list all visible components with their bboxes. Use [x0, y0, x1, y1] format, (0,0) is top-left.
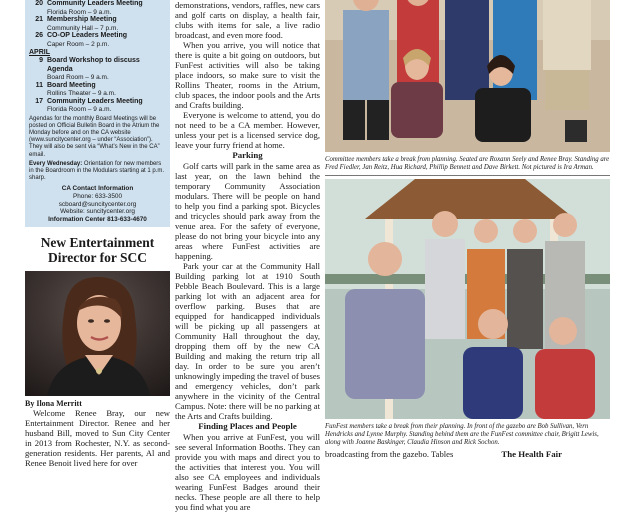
event-place: Rollins Theater – 9 a.m.	[47, 90, 116, 97]
portrait-image	[25, 271, 170, 396]
april-label: APRIL	[29, 49, 50, 56]
event-day: 26	[35, 32, 43, 39]
feature-headline: New Entertainment Director for SCC	[40, 235, 155, 266]
event-day: 21	[35, 16, 43, 23]
caption-committee: Committee members take a break from planning. Seated are Roxann Seely and Renee Bray. Standing are Fred Fiedler, Jan Reitz, Hua Richard, Phillip Bennett and Dave Birkett. Not pictured is Ira Arman.	[325, 156, 610, 171]
funfest-group-image	[325, 179, 610, 419]
contact-email: scboard@suncitycenter.org	[58, 200, 137, 208]
paragraph-4: Golf carts will park in the same area as last year, on the lawn behind the temporary Community Association modulars. There will be people on hand to help you find a parking spot. Bicycles and tricycles should park away from the venue area. For the safety of everyone, please do not bring your bicycle into any areas where FunFest activities are happening.	[175, 161, 320, 261]
divider	[325, 175, 610, 176]
finding-heading: Finding Places and People	[198, 421, 297, 431]
paragraph-2: When you arrive, you will notice that there is quite a bit going on outdoors, but FunFest activities will also be taking place indoors, so make sure to visit the Rollins Theater, rooms in the Atrium, club spaces, the indoor pools and the Arts and Crafts building.	[175, 40, 320, 110]
calendar-event	[29, 0, 166, 16]
calendar-box	[25, 0, 170, 227]
parking-heading: Parking	[232, 150, 263, 160]
contact-website: Website: suncitycenter.org	[60, 208, 135, 216]
calendar-event	[29, 16, 166, 32]
calendar-event	[29, 82, 166, 98]
health-fair-heading: The Health Fair	[501, 449, 562, 459]
event-day: 11	[35, 81, 43, 89]
renee-bray-portrait	[25, 271, 170, 396]
calendar-event	[29, 98, 166, 114]
left-column	[25, 0, 170, 468]
contact-phone: Phone: 633-3500	[72, 192, 123, 200]
event-place: Florida Room – 9 a.m.	[47, 8, 112, 16]
paragraph-6: When you arrive at FunFest, you will see several Information Booths. They can provide you with maps and direct you to the activities that interest you. You will also see CA employees and individuals wearing FunFest Badges around their necks. These people are all there to help you find what you are	[175, 432, 320, 512]
event-place: Florida Room – 9 a.m.	[47, 106, 112, 113]
bottom-line	[325, 449, 610, 460]
funfest-photo	[325, 179, 610, 419]
paragraph-5: Park your car at the Community Hall Building parking lot at 1910 South Pebble Beach Boulevard. This is a large parking lot with an adjacent area for overflow parking. Buses that are equipped for handicapped individuals will be picking up all passengers at Community Hall throughout the day, dropping them off by the new CA Building and making the return trip all day. In order to be sure you aren’t unknowingly impeding the travel of buses and emergency vehicles, don’t park anywhere in the vicinity of the Central Campus. Note: there will be no parking at the Arts and Crafts building.	[175, 261, 320, 421]
event-title: Membership Meeting	[47, 16, 117, 23]
committee-group-image	[325, 0, 610, 152]
broadcast-text: broadcasting from the gazebo. Tables	[325, 449, 454, 459]
contact-title: CA Contact Information	[61, 185, 134, 193]
event-day: 20	[35, 0, 43, 7]
wednesday-label: Every Wednesday:	[29, 160, 83, 167]
agenda-note: Agendas for the monthly Board Meetings will be posted on Official Bulletin Board in the Atrium the Monday before and on the CA website (www.suncitycenter.org – under “Association”). They will also be sent via “What’s New in the CA” email.	[29, 115, 160, 158]
event-place: Board Room – 9 a.m.	[47, 74, 109, 81]
wednesday-note	[29, 161, 166, 183]
event-title: Community Leaders Meeting	[47, 0, 143, 7]
event-title: CO-OP Leaders Meeting	[47, 32, 128, 39]
middle-column	[175, 0, 320, 512]
event-place: Caper Room – 2 p.m.	[47, 40, 110, 48]
event-day: 9	[39, 57, 43, 64]
byline: By Ilona Merritt	[25, 399, 82, 409]
event-title: Board Meeting	[47, 81, 96, 89]
event-day: 17	[35, 97, 43, 105]
caption-funfest: FunFest members take a break from their planning. In front of the gazebo are Bob Sullivan, Vern Hendricks and Lynne Murphy. Standing behind them are the FunFest committee chair, Brigitt Lewis, along with Joanne Baskinger, Claudia Hinson and Rick Sochon.	[325, 423, 599, 446]
info-center: Information Center 813-633-4670	[48, 215, 147, 223]
right-column	[325, 0, 610, 460]
paragraph-3: Everyone is welcome to attend, you do not need to be a CA member. However, unless your pet is a licensed service dog, leave your furry friend at home.	[175, 110, 320, 150]
march-events	[29, 0, 166, 48]
wednesday-text: Orientation for new members in the Boardroom in the Modulars starting at 1 p.m. sharp.	[29, 160, 165, 182]
feature-body: Welcome Renee Bray, our new Entertainment Director. Renee and her husband Bill, moved to Sun City Center in 2013 from Rochester, N.Y. as second-generation residents. Her parents, Al and Renee Benoit lived here for over	[25, 408, 170, 469]
calendar-event	[29, 32, 166, 48]
event-title: Board Workshop to discuss Agenda	[47, 57, 140, 73]
contact-block	[29, 185, 166, 223]
paragraph-1: demonstrations, vendors, raffles, new cars and golf carts on display, a health fair, clubs with items for sale, a live radio broadcast, and even more food.	[175, 0, 320, 40]
event-place: Community Hall – 7 p.m.	[47, 24, 119, 32]
event-title: Community Leaders Meeting	[47, 97, 143, 105]
committee-photo	[325, 0, 610, 152]
april-events	[29, 57, 166, 114]
calendar-event	[29, 57, 166, 82]
